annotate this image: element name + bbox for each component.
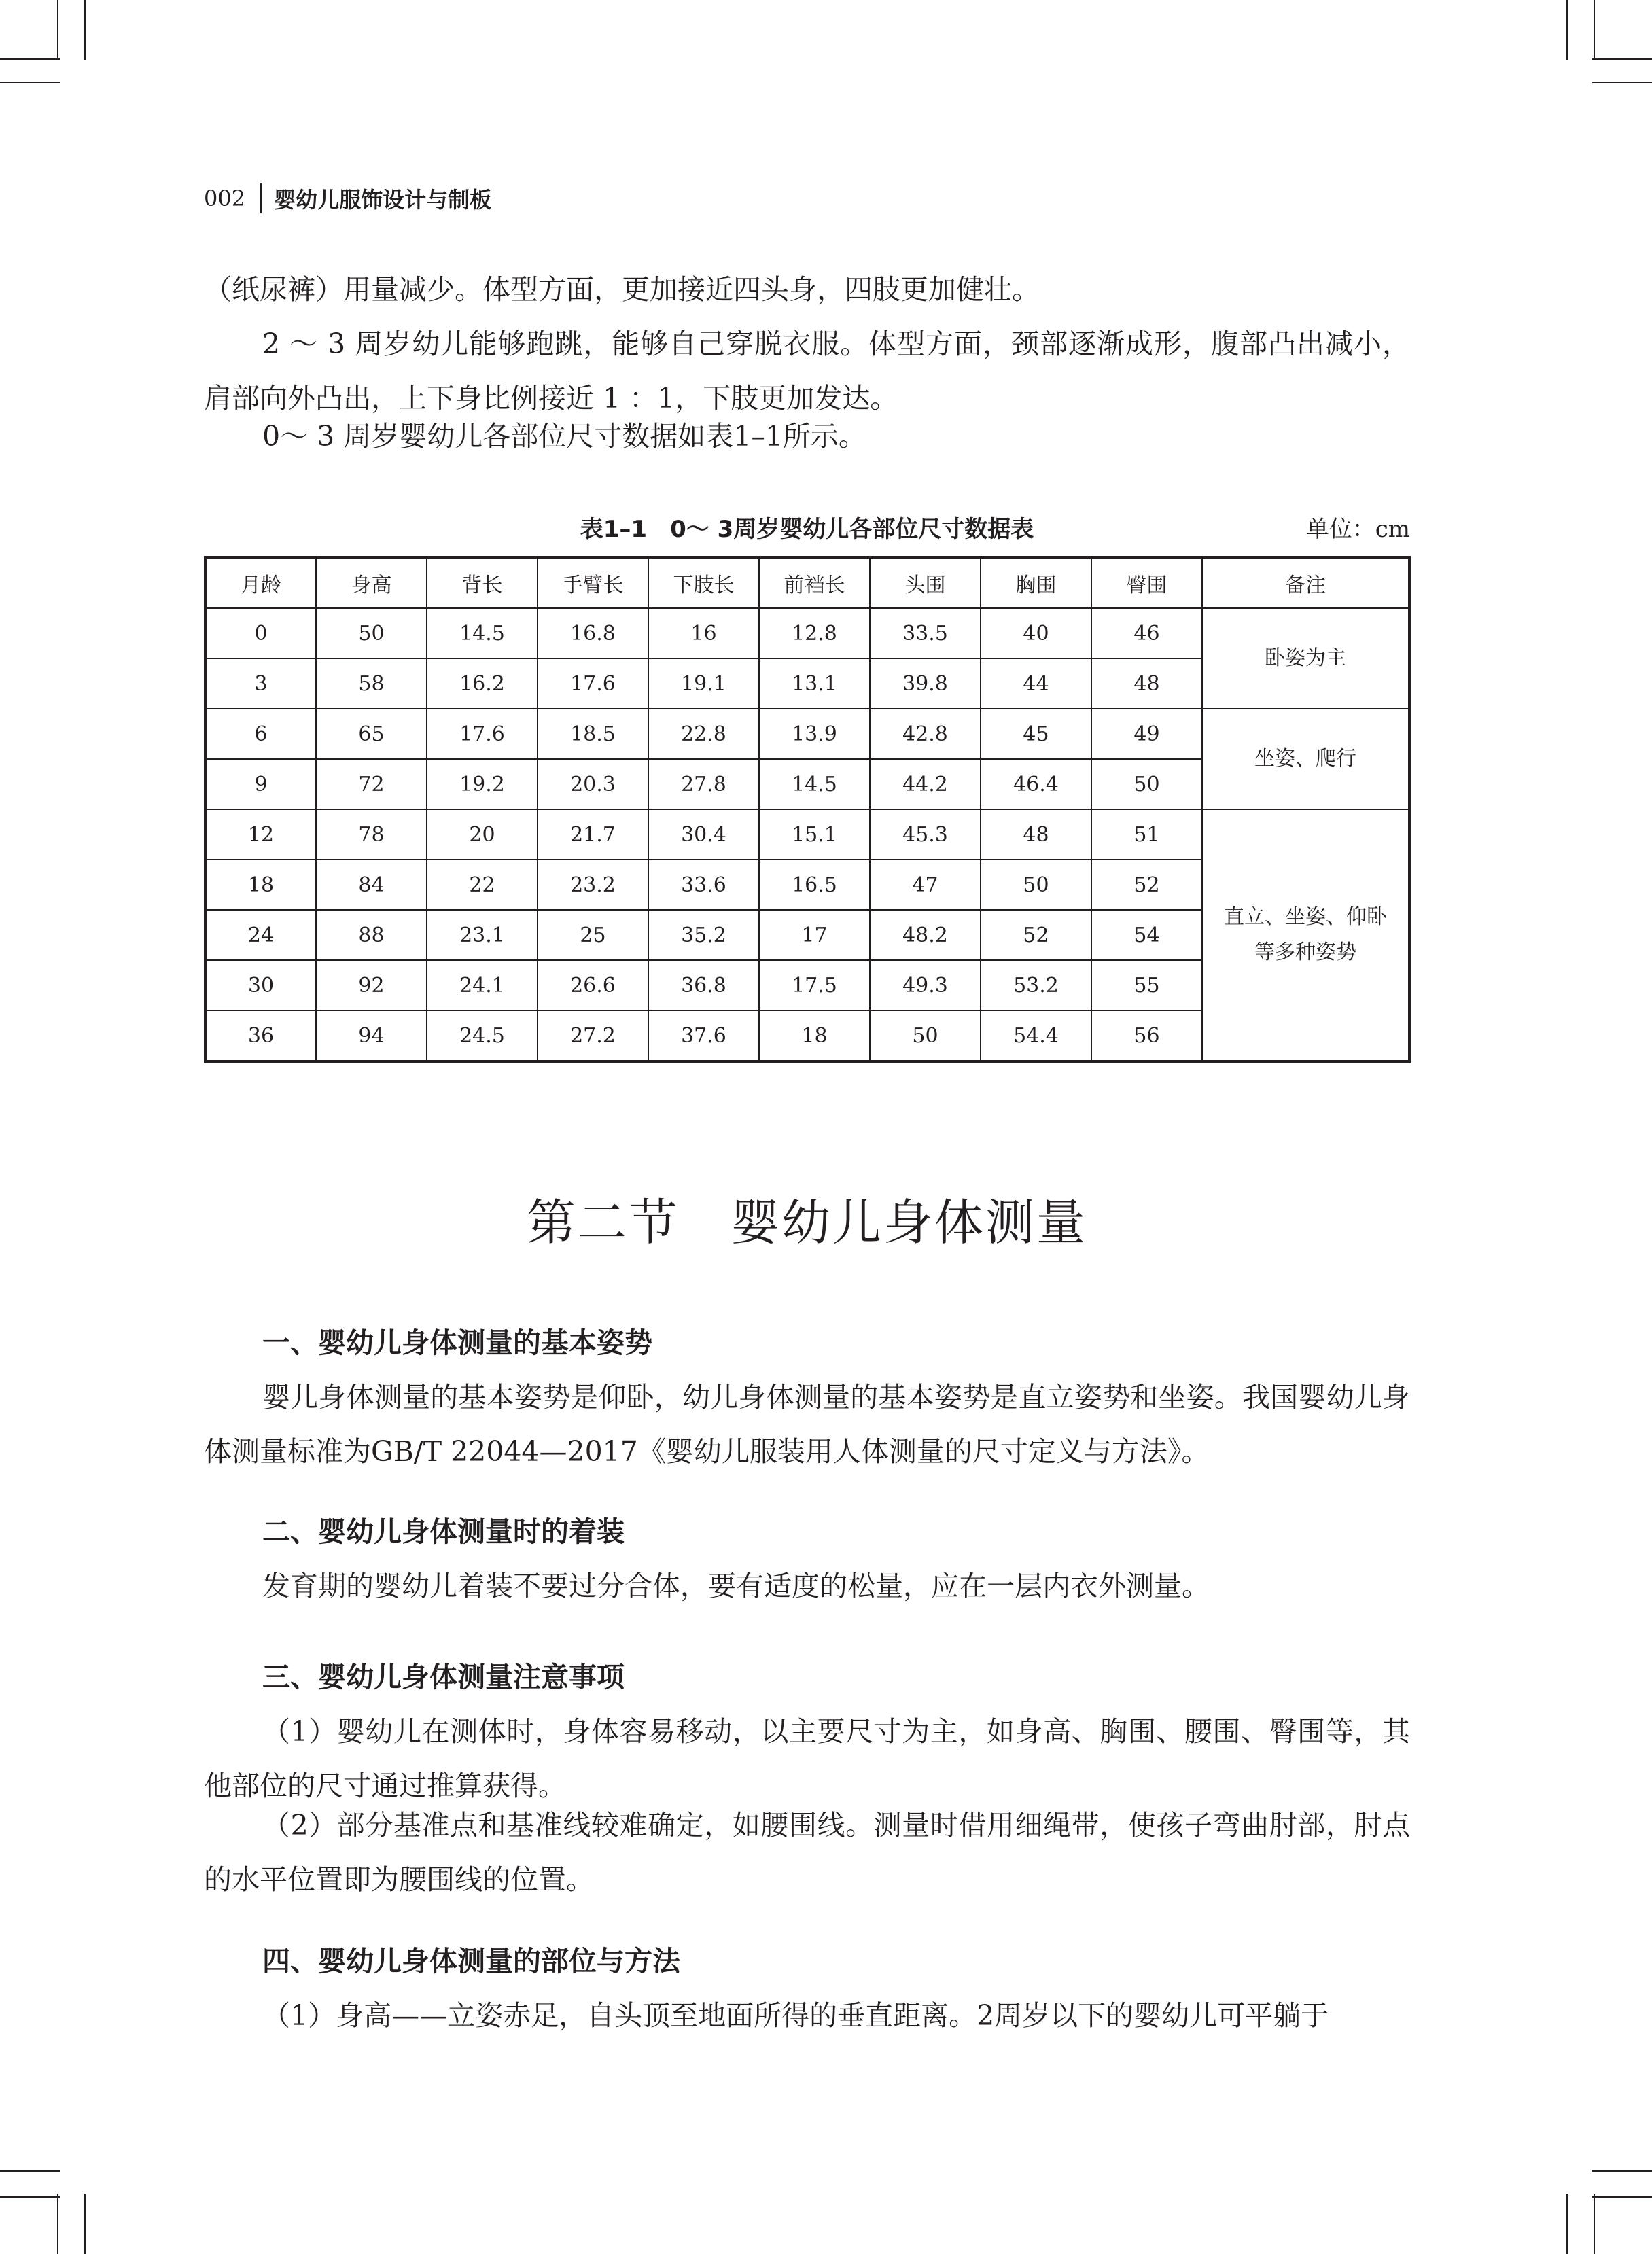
table-cell: 26.6 [538, 960, 648, 1010]
table-cell: 18 [205, 860, 316, 910]
column-header: 臀围 [1091, 557, 1202, 608]
table-cell: 52 [981, 910, 1091, 960]
section-paragraph-3: （1）婴幼儿在测体时，身体容易移动，以主要尺寸为主，如身高、胸围、腰围、臀围等，其他部位的尺寸通过推算获得。 [204, 1715, 1410, 1802]
table-cell: 22.8 [648, 709, 759, 759]
table-cell: 17.6 [538, 658, 648, 709]
table-cell: 48 [1091, 658, 1202, 709]
table-cell: 17 [759, 910, 870, 960]
table-cell: 37.6 [648, 1010, 759, 1061]
table-cell: 0 [205, 608, 316, 658]
table-cell: 24 [205, 910, 316, 960]
table-cell: 72 [316, 759, 427, 809]
section-paragraph-4: （2）部分基准点和基准线较难确定，如腰围线。测量时借用细绳带，使孩子弯曲肘部，肘点的水平位置即为腰围线的位置。 [204, 1809, 1410, 1896]
table-cell: 23.2 [538, 860, 648, 910]
table-cell: 50 [981, 860, 1091, 910]
table-cell: 56 [1091, 1010, 1202, 1061]
table-cell: 12 [205, 809, 316, 860]
table-cell: 52 [1091, 860, 1202, 910]
table-cell: 35.2 [648, 910, 759, 960]
table-cell: 16.5 [759, 860, 870, 910]
table-cell: 23.1 [427, 910, 538, 960]
table-cell: 16.2 [427, 658, 538, 709]
table-title: 表1–1 0～ 3周岁婴幼儿各部位尺寸数据表 [580, 516, 1034, 543]
table-cell: 54 [1091, 910, 1202, 960]
crop-mark [1594, 0, 1595, 60]
table-cell: 40 [981, 608, 1091, 658]
crop-mark [1592, 82, 1652, 83]
subheading-2: 二、婴幼儿身体测量时的着装 [262, 1515, 625, 1548]
table-row [205, 608, 1409, 658]
table-cell: 48.2 [870, 910, 981, 960]
table-cell: 42.8 [870, 709, 981, 759]
crop-mark [84, 2194, 86, 2254]
table-cell: 18.5 [538, 709, 648, 759]
table-cell: 50 [316, 608, 427, 658]
table-cell: 49.3 [870, 960, 981, 1010]
table-cell: 46 [1091, 608, 1202, 658]
table-cell: 33.6 [648, 860, 759, 910]
table-cell: 6 [205, 709, 316, 759]
table-unit: 单位：cm [1305, 516, 1410, 543]
table-cell: 30.4 [648, 809, 759, 860]
table-cell: 17.6 [427, 709, 538, 759]
column-header: 月龄 [205, 557, 316, 608]
crop-mark [84, 0, 86, 60]
table-cell: 53.2 [981, 960, 1091, 1010]
table-cell: 16.8 [538, 608, 648, 658]
section-paragraph-5: （1）身高——立姿赤足，自头顶至地面所得的垂直距离。2周岁以下的婴幼儿可平躺于 [262, 1999, 1329, 2032]
table-cell: 94 [316, 1010, 427, 1061]
column-header: 下肢长 [648, 557, 759, 608]
table-cell: 48 [981, 809, 1091, 860]
table-cell: 88 [316, 910, 427, 960]
table-cell: 58 [316, 658, 427, 709]
remark-line: 等多种姿势 [1254, 940, 1356, 964]
table-caption [204, 511, 1410, 548]
table-row [205, 809, 1409, 860]
subheading-4: 四、婴幼儿身体测量的部位与方法 [262, 1945, 680, 1977]
table-cell: 47 [870, 860, 981, 910]
table-cell: 45.3 [870, 809, 981, 860]
crop-mark [1566, 0, 1568, 60]
table-cell: 9 [205, 759, 316, 809]
table-body [205, 608, 1409, 1061]
column-header: 手臂长 [538, 557, 648, 608]
crop-mark [0, 2196, 60, 2198]
table-cell: 55 [1091, 960, 1202, 1010]
crop-mark [1592, 2170, 1652, 2172]
page-number: 002 [204, 186, 246, 211]
table-cell: 27.8 [648, 759, 759, 809]
crop-mark [1592, 58, 1652, 60]
crop-mark [0, 2170, 60, 2172]
table-cell: 49 [1091, 709, 1202, 759]
table-cell: 65 [316, 709, 427, 759]
table-header-row [205, 557, 1409, 608]
table-cell: 20.3 [538, 759, 648, 809]
table-cell: 25 [538, 910, 648, 960]
table-cell: 13.9 [759, 709, 870, 759]
table-cell: 24.1 [427, 960, 538, 1010]
crop-mark [1566, 2194, 1568, 2254]
table-cell: 51 [1091, 809, 1202, 860]
table-cell: 30 [205, 960, 316, 1010]
table-cell: 22 [427, 860, 538, 910]
running-head [204, 181, 491, 216]
table-cell: 92 [316, 960, 427, 1010]
crop-mark [0, 82, 60, 83]
book-title: 婴幼儿服饰设计与制板 [274, 187, 492, 213]
table-cell: 18 [759, 1010, 870, 1061]
remark-line: 坐姿、爬行 [1254, 747, 1356, 771]
table-cell: 12.8 [759, 608, 870, 658]
section-paragraph-1: 婴儿身体测量的基本姿势是仰卧，幼儿身体测量的基本姿势是直立姿势和坐姿。我国婴幼儿身体测量标准为GB/T 22044—2017《婴幼儿服装用人体测量的尺寸定义与方法》。 [204, 1381, 1410, 1468]
table-cell: 14.5 [759, 759, 870, 809]
column-header: 前裆长 [759, 557, 870, 608]
section-paragraph-2: 发育期的婴幼儿着装不要过分合体，要有适度的松量，应在一层内衣外测量。 [262, 1570, 1210, 1602]
header-divider [260, 183, 262, 213]
table-cell: 46.4 [981, 759, 1091, 809]
section-title: 第二节 婴幼儿身体测量 [526, 1194, 1087, 1251]
table-row [205, 709, 1409, 759]
table-cell: 78 [316, 809, 427, 860]
column-header: 背长 [427, 557, 538, 608]
table-cell: 84 [316, 860, 427, 910]
table-cell: 36.8 [648, 960, 759, 1010]
intro-paragraph-3: 0～ 3 周岁婴幼儿各部位尺寸数据如表1–1所示。 [262, 420, 866, 453]
intro-paragraph-1: （纸尿裤）用量减少。体型方面，更加接近四头身，四肢更加健壮。 [204, 273, 1040, 306]
table-cell: 20 [427, 809, 538, 860]
intro-paragraph-2: 2 ～ 3 周岁幼儿能够跑跳，能够自己穿脱衣服。体型方面，颈部逐渐成形，腹部凸出减小，肩部向外凸出，上下身比例接近 1 ：1，下肢更加发达。 [204, 328, 1410, 415]
table-cell: 13.1 [759, 658, 870, 709]
table-cell: 44 [981, 658, 1091, 709]
subheading-3: 三、婴幼儿身体测量注意事项 [262, 1661, 625, 1693]
table-cell: 50 [1091, 759, 1202, 809]
remark-cell [1202, 709, 1409, 809]
table-cell: 14.5 [427, 608, 538, 658]
table-cell: 44.2 [870, 759, 981, 809]
size-data-table [204, 556, 1411, 1063]
table-cell: 19.1 [648, 658, 759, 709]
crop-mark [1592, 2196, 1652, 2198]
crop-mark [1594, 2194, 1595, 2254]
column-header: 头围 [870, 557, 981, 608]
crop-mark [0, 58, 60, 60]
table-cell: 27.2 [538, 1010, 648, 1061]
subheading-1: 一、婴幼儿身体测量的基本姿势 [262, 1326, 652, 1359]
table-cell: 45 [981, 709, 1091, 759]
table-cell: 21.7 [538, 809, 648, 860]
table-cell: 15.1 [759, 809, 870, 860]
remark-cell [1202, 608, 1409, 709]
remark-cell [1202, 809, 1409, 1061]
table-cell: 39.8 [870, 658, 981, 709]
column-header: 胸围 [981, 557, 1091, 608]
table-cell: 17.5 [759, 960, 870, 1010]
table-cell: 50 [870, 1010, 981, 1061]
table-cell: 19.2 [427, 759, 538, 809]
table-cell: 36 [205, 1010, 316, 1061]
table-cell: 54.4 [981, 1010, 1091, 1061]
table-cell: 33.5 [870, 608, 981, 658]
column-header: 备注 [1202, 557, 1409, 608]
remark-line: 直立、坐姿、仰卧 [1224, 905, 1387, 929]
crop-mark [57, 2194, 58, 2254]
table-cell: 3 [205, 658, 316, 709]
column-header: 身高 [316, 557, 427, 608]
table-cell: 16 [648, 608, 759, 658]
crop-mark [57, 0, 58, 60]
table-cell: 24.5 [427, 1010, 538, 1061]
remark-line: 卧姿为主 [1265, 646, 1346, 670]
